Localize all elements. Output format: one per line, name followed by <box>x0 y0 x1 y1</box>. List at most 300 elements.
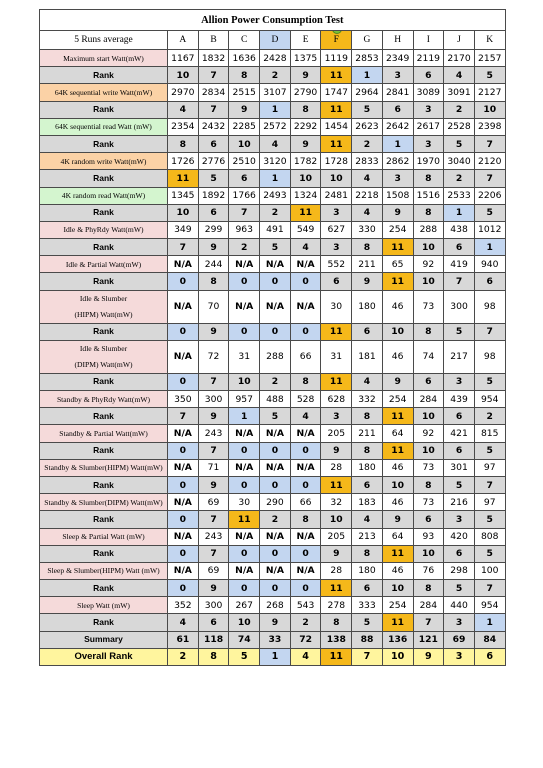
value-cell-g: 211 <box>352 256 383 273</box>
value-cell-d: N/A <box>260 425 291 442</box>
rank-label: Rank <box>40 204 168 221</box>
data-row <box>40 340 506 373</box>
value-cell-h: 46 <box>382 340 413 373</box>
value-cell-h: 65 <box>382 256 413 273</box>
value-cell-c: N/A <box>229 459 260 476</box>
value-cell-c: 2285 <box>229 118 260 135</box>
value-cell-g: 2853 <box>352 50 383 67</box>
column-header-i: I <box>413 31 444 50</box>
rank-cell-b: 7 <box>198 442 229 459</box>
value-cell-j: 3040 <box>444 153 475 170</box>
value-cell-i: 74 <box>413 340 444 373</box>
rank-cell-g: 8 <box>352 239 383 256</box>
metric-label: 4K random write Watt(mW) <box>40 153 168 170</box>
value-cell-g: 333 <box>352 597 383 614</box>
rank-cell-i: 8 <box>413 170 444 187</box>
value-cell-k: 98 <box>474 290 505 323</box>
rank-cell-d: 0 <box>260 273 291 290</box>
rank-cell-k: 1 <box>474 614 505 631</box>
rank-cell-g: 4 <box>352 511 383 528</box>
summary-cell-i: 121 <box>413 631 444 648</box>
rank-cell-e: 4 <box>290 408 321 425</box>
rank-cell-b: 9 <box>198 476 229 493</box>
rank-cell-g: 4 <box>352 170 383 187</box>
data-row <box>40 391 506 408</box>
rank-cell-j: 3 <box>444 614 475 631</box>
value-cell-k: 100 <box>474 562 505 579</box>
value-cell-e: N/A <box>290 562 321 579</box>
value-cell-f: 2481 <box>321 187 352 204</box>
value-cell-d: 2493 <box>260 187 291 204</box>
value-cell-b: 300 <box>198 391 229 408</box>
value-cell-g: 2623 <box>352 118 383 135</box>
value-cell-k: 2206 <box>474 187 505 204</box>
rank-cell-a: 0 <box>168 373 199 390</box>
value-cell-h: 254 <box>382 391 413 408</box>
rank-row <box>40 511 506 528</box>
rank-cell-k: 1 <box>474 239 505 256</box>
rank-cell-i: 8 <box>413 476 444 493</box>
rank-cell-k: 7 <box>474 170 505 187</box>
rank-cell-g: 4 <box>352 204 383 221</box>
data-row <box>40 425 506 442</box>
value-cell-b: 2432 <box>198 118 229 135</box>
rank-row <box>40 170 506 187</box>
rank-cell-a: 10 <box>168 204 199 221</box>
value-cell-i: 93 <box>413 528 444 545</box>
data-row <box>40 459 506 476</box>
rank-cell-b: 7 <box>198 101 229 118</box>
rank-cell-i: 3 <box>413 101 444 118</box>
rank-row <box>40 580 506 597</box>
value-cell-k: 815 <box>474 425 505 442</box>
value-cell-e: 543 <box>290 597 321 614</box>
value-cell-d: N/A <box>260 528 291 545</box>
rank-cell-b: 5 <box>198 170 229 187</box>
rank-cell-e: 0 <box>290 545 321 562</box>
value-cell-a: N/A <box>168 340 199 373</box>
rank-cell-a: 4 <box>168 101 199 118</box>
rank-cell-d: 2 <box>260 373 291 390</box>
column-header-d: D <box>260 31 291 50</box>
value-cell-a: N/A <box>168 256 199 273</box>
value-cell-d: N/A <box>260 562 291 579</box>
rank-cell-e: 8 <box>290 511 321 528</box>
value-cell-b: 2776 <box>198 153 229 170</box>
rank-cell-h: 10 <box>382 476 413 493</box>
rank-cell-f: 11 <box>321 580 352 597</box>
rank-cell-h: 11 <box>382 408 413 425</box>
data-row <box>40 84 506 101</box>
metric-label: Sleep & Partial Watt (mW) <box>40 528 168 545</box>
summary-cell-b: 118 <box>198 631 229 648</box>
rank-cell-d: 2 <box>260 204 291 221</box>
value-cell-j: 217 <box>444 340 475 373</box>
metric-label-line: Idle & Slumber <box>79 344 128 354</box>
value-cell-g: 180 <box>352 562 383 579</box>
data-row <box>40 597 506 614</box>
value-cell-k: 808 <box>474 528 505 545</box>
rank-cell-k: 5 <box>474 545 505 562</box>
rank-cell-f: 10 <box>321 511 352 528</box>
value-cell-f: 1747 <box>321 84 352 101</box>
rank-cell-i: 8 <box>413 323 444 340</box>
data-row <box>40 494 506 511</box>
value-cell-e: 2790 <box>290 84 321 101</box>
value-cell-c: N/A <box>229 256 260 273</box>
value-cell-k: 954 <box>474 391 505 408</box>
summary-cell-g: 88 <box>352 631 383 648</box>
value-cell-k: 2120 <box>474 153 505 170</box>
rank-cell-k: 7 <box>474 323 505 340</box>
value-cell-b: 299 <box>198 221 229 238</box>
rank-cell-a: 0 <box>168 545 199 562</box>
value-cell-i: 73 <box>413 290 444 323</box>
rank-cell-j: 5 <box>444 580 475 597</box>
data-row <box>40 290 506 323</box>
overall-cell-c: 5 <box>229 648 260 665</box>
value-cell-f: 32 <box>321 494 352 511</box>
metric-label: 4K random read Watt(mW) <box>40 187 168 204</box>
rank-cell-j: 3 <box>444 511 475 528</box>
rank-cell-e: 9 <box>290 67 321 84</box>
value-cell-a: N/A <box>168 459 199 476</box>
rank-cell-c: 0 <box>229 545 260 562</box>
rank-cell-h: 11 <box>382 239 413 256</box>
value-cell-g: 211 <box>352 425 383 442</box>
rank-cell-h: 11 <box>382 442 413 459</box>
value-cell-j: 2170 <box>444 50 475 67</box>
rank-cell-k: 7 <box>474 476 505 493</box>
value-cell-k: 97 <box>474 494 505 511</box>
value-cell-c: 957 <box>229 391 260 408</box>
rank-cell-g: 5 <box>352 614 383 631</box>
value-cell-f: 1119 <box>321 50 352 67</box>
rank-cell-d: 1 <box>260 170 291 187</box>
value-cell-f: 30 <box>321 290 352 323</box>
metric-label: Sleep & Slumber(HIPM) Watt (mW) <box>40 562 168 579</box>
rank-cell-b: 7 <box>198 511 229 528</box>
value-cell-g: 213 <box>352 528 383 545</box>
rank-cell-k: 5 <box>474 442 505 459</box>
rank-cell-a: 4 <box>168 614 199 631</box>
rank-cell-h: 11 <box>382 273 413 290</box>
rank-cell-b: 6 <box>198 614 229 631</box>
overall-label: Overall Rank <box>40 648 168 665</box>
rank-cell-i: 10 <box>413 408 444 425</box>
rank-cell-j: 2 <box>444 170 475 187</box>
overall-cell-d: 1 <box>260 648 291 665</box>
value-cell-c: N/A <box>229 562 260 579</box>
rank-cell-b: 8 <box>198 273 229 290</box>
value-cell-d: 2428 <box>260 50 291 67</box>
rank-cell-a: 0 <box>168 580 199 597</box>
value-cell-e: N/A <box>290 256 321 273</box>
rank-cell-e: 11 <box>290 204 321 221</box>
rank-cell-g: 9 <box>352 273 383 290</box>
metric-label-line: Idle & Slumber <box>79 294 128 304</box>
column-header-j: J <box>444 31 475 50</box>
value-cell-g: 2833 <box>352 153 383 170</box>
rank-cell-b: 6 <box>198 204 229 221</box>
rank-cell-i: 10 <box>413 239 444 256</box>
overall-cell-j: 3 <box>444 648 475 665</box>
value-cell-j: 420 <box>444 528 475 545</box>
value-cell-d: N/A <box>260 290 291 323</box>
metric-label: 64K sequential read Watt (mW) <box>40 118 168 135</box>
pin-marker-icon <box>332 31 342 35</box>
rank-cell-g: 5 <box>352 101 383 118</box>
rank-cell-j: 6 <box>444 545 475 562</box>
value-cell-b: 243 <box>198 425 229 442</box>
rank-cell-a: 0 <box>168 323 199 340</box>
rank-cell-d: 5 <box>260 408 291 425</box>
value-cell-f: 278 <box>321 597 352 614</box>
value-cell-b: 69 <box>198 494 229 511</box>
rank-cell-j: 3 <box>444 373 475 390</box>
rank-cell-a: 11 <box>168 170 199 187</box>
rank-cell-b: 9 <box>198 408 229 425</box>
value-cell-d: 3107 <box>260 84 291 101</box>
rank-row <box>40 545 506 562</box>
rank-cell-b: 7 <box>198 373 229 390</box>
value-cell-a: N/A <box>168 425 199 442</box>
value-cell-h: 64 <box>382 528 413 545</box>
rank-cell-c: 0 <box>229 580 260 597</box>
summary-cell-c: 74 <box>229 631 260 648</box>
rank-cell-f: 11 <box>321 323 352 340</box>
value-cell-c: 963 <box>229 221 260 238</box>
rank-label: Rank <box>40 511 168 528</box>
value-cell-f: 28 <box>321 562 352 579</box>
rank-cell-a: 8 <box>168 135 199 152</box>
overall-cell-f: 11 <box>321 648 352 665</box>
value-cell-e: 66 <box>290 340 321 373</box>
rank-cell-d: 2 <box>260 67 291 84</box>
value-cell-i: 284 <box>413 597 444 614</box>
value-cell-h: 46 <box>382 290 413 323</box>
rank-cell-i: 6 <box>413 511 444 528</box>
rank-row <box>40 476 506 493</box>
rank-cell-h: 9 <box>382 373 413 390</box>
value-cell-f: 552 <box>321 256 352 273</box>
value-cell-h: 46 <box>382 459 413 476</box>
value-cell-b: 71 <box>198 459 229 476</box>
value-cell-h: 2642 <box>382 118 413 135</box>
value-cell-e: N/A <box>290 425 321 442</box>
rank-cell-j: 1 <box>444 204 475 221</box>
rank-cell-f: 11 <box>321 373 352 390</box>
value-cell-e: 66 <box>290 494 321 511</box>
value-cell-e: N/A <box>290 290 321 323</box>
rank-cell-e: 0 <box>290 476 321 493</box>
rank-cell-c: 10 <box>229 135 260 152</box>
value-cell-k: 2127 <box>474 84 505 101</box>
value-cell-g: 2218 <box>352 187 383 204</box>
value-cell-a: 1726 <box>168 153 199 170</box>
rank-label: Rank <box>40 101 168 118</box>
value-cell-k: 940 <box>474 256 505 273</box>
value-cell-a: 2354 <box>168 118 199 135</box>
summary-cell-k: 84 <box>474 631 505 648</box>
value-cell-h: 2349 <box>382 50 413 67</box>
rank-cell-c: 0 <box>229 442 260 459</box>
rank-cell-f: 3 <box>321 204 352 221</box>
value-cell-f: 205 <box>321 528 352 545</box>
rank-cell-h: 9 <box>382 204 413 221</box>
rank-cell-h: 11 <box>382 545 413 562</box>
rank-cell-e: 0 <box>290 273 321 290</box>
value-cell-c: N/A <box>229 290 260 323</box>
value-cell-i: 2119 <box>413 50 444 67</box>
metric-label: Standby & Slumber(HIPM) Watt(mW) <box>40 459 168 476</box>
value-cell-i: 284 <box>413 391 444 408</box>
value-cell-i: 92 <box>413 256 444 273</box>
value-cell-i: 73 <box>413 494 444 511</box>
rank-cell-d: 1 <box>260 101 291 118</box>
value-cell-k: 2398 <box>474 118 505 135</box>
rank-cell-a: 0 <box>168 273 199 290</box>
value-cell-c: 1636 <box>229 50 260 67</box>
metric-label <box>40 340 168 373</box>
rank-row <box>40 408 506 425</box>
value-cell-f: 1454 <box>321 118 352 135</box>
rank-cell-c: 0 <box>229 273 260 290</box>
value-cell-i: 1970 <box>413 153 444 170</box>
rank-label: Rank <box>40 476 168 493</box>
data-row <box>40 562 506 579</box>
rank-row <box>40 614 506 631</box>
rank-cell-k: 6 <box>474 273 505 290</box>
rank-label: Rank <box>40 580 168 597</box>
column-header-g: G <box>352 31 383 50</box>
data-row <box>40 50 506 67</box>
rank-row <box>40 239 506 256</box>
rank-cell-a: 10 <box>168 67 199 84</box>
rank-row <box>40 273 506 290</box>
rank-cell-k: 10 <box>474 101 505 118</box>
column-header-c: C <box>229 31 260 50</box>
value-cell-f: 205 <box>321 425 352 442</box>
value-cell-d: 288 <box>260 340 291 373</box>
rank-cell-c: 0 <box>229 323 260 340</box>
rank-label: Rank <box>40 239 168 256</box>
value-cell-k: 954 <box>474 597 505 614</box>
value-cell-h: 254 <box>382 221 413 238</box>
value-cell-j: 419 <box>444 256 475 273</box>
rank-cell-e: 10 <box>290 170 321 187</box>
rank-cell-f: 11 <box>321 101 352 118</box>
value-cell-a: 350 <box>168 391 199 408</box>
value-cell-e: 1324 <box>290 187 321 204</box>
rank-cell-h: 3 <box>382 67 413 84</box>
rank-cell-c: 2 <box>229 239 260 256</box>
value-cell-c: 267 <box>229 597 260 614</box>
summary-label: Summary <box>40 631 168 648</box>
rank-cell-g: 2 <box>352 135 383 152</box>
rank-cell-f: 10 <box>321 170 352 187</box>
rank-cell-g: 8 <box>352 408 383 425</box>
rank-cell-i: 10 <box>413 442 444 459</box>
rank-cell-g: 8 <box>352 545 383 562</box>
value-cell-c: 2515 <box>229 84 260 101</box>
value-cell-f: 627 <box>321 221 352 238</box>
rank-cell-f: 11 <box>321 476 352 493</box>
value-cell-c: 1766 <box>229 187 260 204</box>
rank-cell-i: 6 <box>413 67 444 84</box>
metric-label <box>40 290 168 323</box>
rank-cell-g: 4 <box>352 373 383 390</box>
rank-cell-g: 8 <box>352 442 383 459</box>
overall-cell-b: 8 <box>198 648 229 665</box>
summary-cell-e: 72 <box>290 631 321 648</box>
table-title: Allion Power Consumption Test <box>40 10 506 31</box>
rank-cell-h: 11 <box>382 614 413 631</box>
rank-cell-f: 3 <box>321 408 352 425</box>
rank-cell-d: 0 <box>260 323 291 340</box>
rank-cell-i: 8 <box>413 204 444 221</box>
rank-cell-j: 7 <box>444 273 475 290</box>
rank-cell-e: 0 <box>290 323 321 340</box>
value-cell-i: 76 <box>413 562 444 579</box>
value-cell-a: N/A <box>168 562 199 579</box>
rank-cell-f: 11 <box>321 135 352 152</box>
value-cell-b: 72 <box>198 340 229 373</box>
rank-label: Rank <box>40 170 168 187</box>
value-cell-b: 70 <box>198 290 229 323</box>
metric-label-line: (HIPM) Watt(mW) <box>74 310 133 320</box>
metric-label: Idle & PhyRdy Watt(mW) <box>40 221 168 238</box>
rank-cell-j: 6 <box>444 239 475 256</box>
rank-cell-d: 0 <box>260 442 291 459</box>
value-cell-i: 92 <box>413 425 444 442</box>
rank-cell-c: 10 <box>229 614 260 631</box>
value-cell-i: 73 <box>413 459 444 476</box>
value-cell-j: 2528 <box>444 118 475 135</box>
overall-cell-i: 9 <box>413 648 444 665</box>
rank-row <box>40 135 506 152</box>
rank-cell-c: 9 <box>229 101 260 118</box>
metric-label: Standby & PhyRdy Watt(mW) <box>40 391 168 408</box>
value-cell-b: 1892 <box>198 187 229 204</box>
value-cell-h: 64 <box>382 425 413 442</box>
value-cell-k: 98 <box>474 340 505 373</box>
rank-cell-g: 1 <box>352 67 383 84</box>
rank-cell-b: 6 <box>198 135 229 152</box>
rank-row <box>40 67 506 84</box>
data-row <box>40 256 506 273</box>
overall-cell-k: 6 <box>474 648 505 665</box>
rank-cell-a: 7 <box>168 408 199 425</box>
value-cell-g: 332 <box>352 391 383 408</box>
metric-label: 64K sequential write Watt(mW) <box>40 84 168 101</box>
value-cell-g: 183 <box>352 494 383 511</box>
value-cell-i: 3089 <box>413 84 444 101</box>
rank-cell-i: 10 <box>413 273 444 290</box>
value-cell-a: 2970 <box>168 84 199 101</box>
rank-row <box>40 373 506 390</box>
rank-cell-k: 7 <box>474 135 505 152</box>
header-runs-label: 5 Runs average <box>40 31 168 50</box>
value-cell-h: 2862 <box>382 153 413 170</box>
rank-cell-a: 0 <box>168 476 199 493</box>
value-cell-c: N/A <box>229 425 260 442</box>
rank-cell-j: 6 <box>444 408 475 425</box>
rank-cell-a: 0 <box>168 511 199 528</box>
value-cell-c: 2510 <box>229 153 260 170</box>
rank-cell-j: 6 <box>444 442 475 459</box>
value-cell-d: N/A <box>260 459 291 476</box>
